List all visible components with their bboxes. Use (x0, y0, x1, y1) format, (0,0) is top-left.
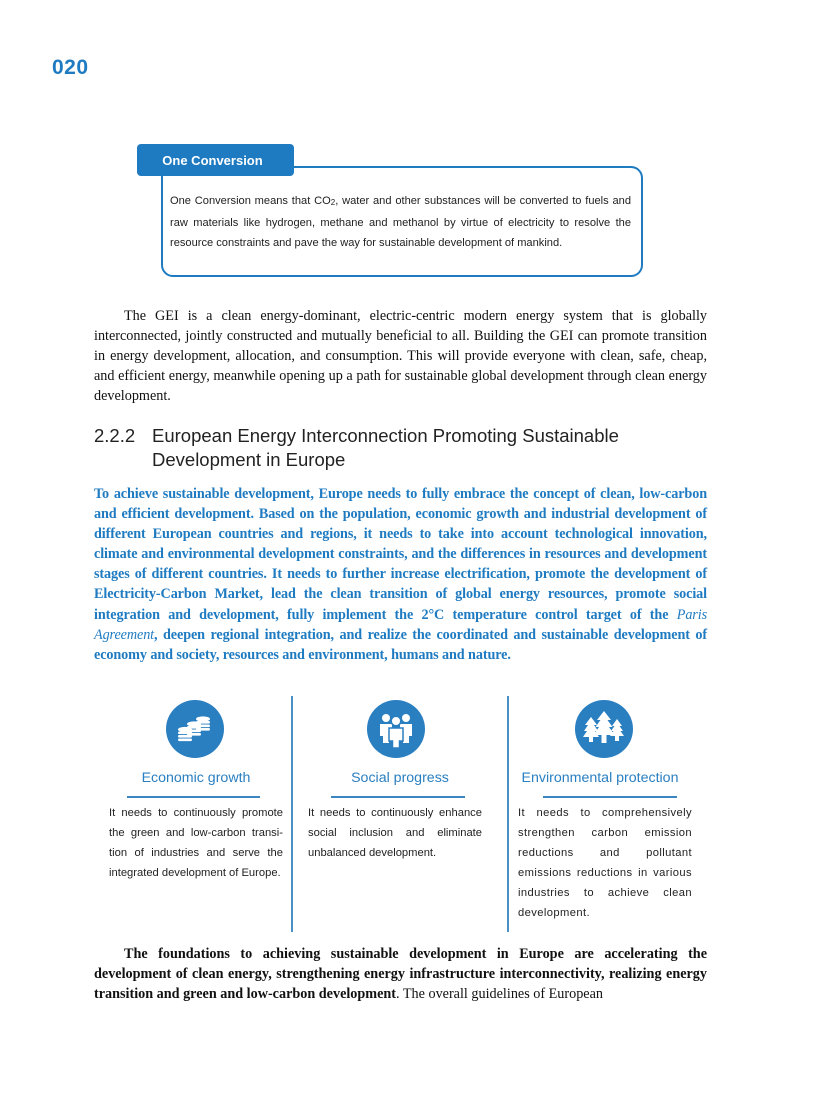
paragraph-text: The GEI is a clean energy-dominant, electric-centric modern energy system that is globally interconnected, jointly constructed and mutually beneficial to all. Building the GEI can promote transition in energy development, allocation, and consumption. This will provide everyone with clean, safe, cheap, and efficient energy, meanwhile opening up a path for sustainable global development through clean energy development. (94, 308, 707, 405)
pillar-title: Economic growth (141, 770, 251, 786)
pillar-text: It needs to comprehensively strengthen carbon emission reductions and pollutant emissions reductions in various industries to achieve clean development. (518, 807, 692, 919)
callout-text (170, 191, 631, 253)
pillar-underline (543, 796, 677, 798)
section-title-line1: European Energy Interconnection Promoting Sustainable (152, 425, 619, 446)
pillar-text: It needs to continuously enhance social inclusion and eliminate unbalanced development. (308, 807, 482, 859)
page-number: 020 (52, 56, 89, 79)
callout-text-part: One Conversion means that CO (170, 195, 331, 207)
paragraph-text: . The overall guidelines of European (396, 986, 603, 1003)
column-divider (507, 696, 509, 932)
pillar-underline (127, 796, 260, 798)
pillar-underline (331, 796, 465, 798)
section-number: 2.2.2 (94, 425, 136, 446)
pillar-title: Environmental protection (521, 770, 679, 786)
body-paragraph (94, 306, 707, 406)
paris-agreement-italic: Paris Agreement (94, 606, 707, 643)
column-divider (291, 696, 293, 932)
body-paragraph (94, 944, 707, 1004)
coins-stack-icon (166, 700, 224, 758)
highlight-text: , deepen regional integration, and realize the coordinated and sustainable development of economy and society, resources and environment, humans and nature. (94, 626, 707, 663)
pillar-text: It needs to continuously promote the green and low-carbon transi- tion of industries and serve the integrated development of Europe. (109, 807, 283, 879)
callout-text-part: , water and other substances will be converted to fuels and raw materials like hydrogen, methane and methanol by virtue of electricity to resolve the resource constraints and pave the way for sustainable development of mankind. (170, 195, 631, 249)
highlight-text: To achieve sustainable development, Europe needs to fully embrace the concept of clean, low-carbon and efficient development. Based on the population, economic growth and industrial development of different European countries and regions, it needs to take into account technological innovation, climate and environmental development constraints, and the differences in resources and development stages of different countries. It needs to further increase electrification, promote the development of Electricity-Carbon Market, lead the clean transition of global energy resources, promote social integration and development, fully implement the 2°C temperature control target of the (94, 486, 707, 623)
highlight-paragraph (94, 484, 707, 665)
trees-icon (575, 700, 633, 758)
callout-title: One Conversion (137, 144, 294, 176)
subscript: 2 (330, 198, 336, 207)
section-heading (94, 424, 714, 472)
section-title-line2: Development in Europe (152, 449, 346, 470)
pillar-title: Social progress (351, 770, 449, 786)
bold-text: The foundations to achieving sustainable development in Europe are accelerating the development of clean energy, strengthening energy infrastructure interconnectivity, realizing energy transition and green and low-carbon development (94, 946, 707, 1003)
people-group-icon (367, 700, 425, 758)
